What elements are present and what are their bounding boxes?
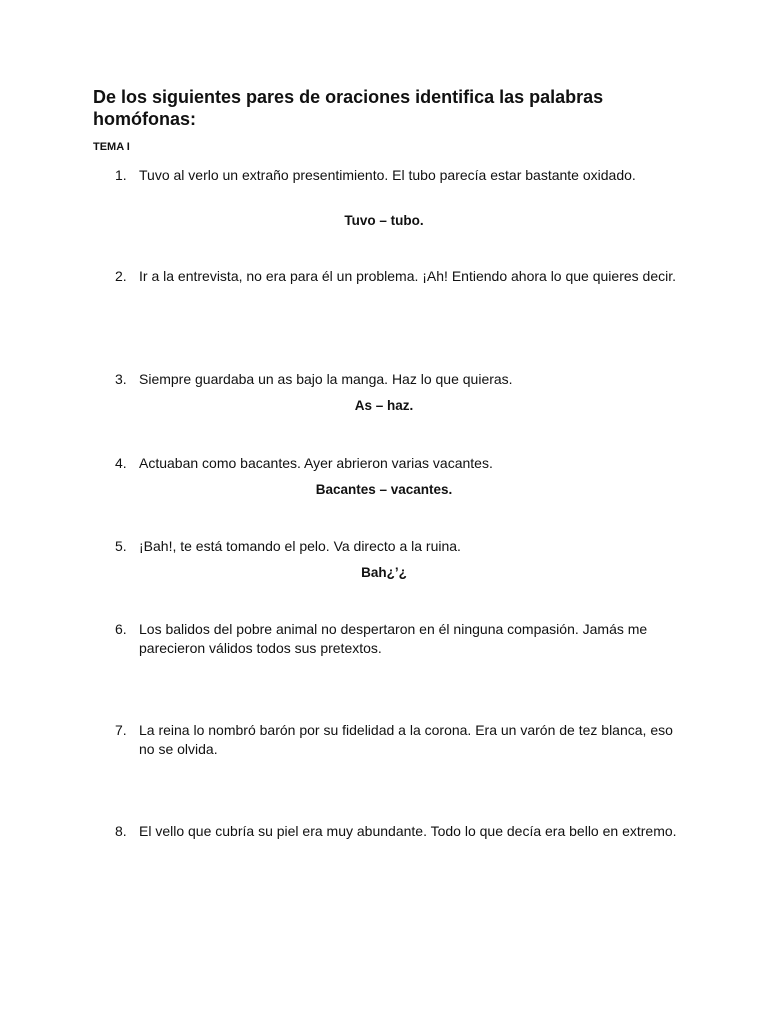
item-number: 7. — [115, 722, 127, 738]
page-title: De los siguientes pares de oraciones identifica las palabras homófonas: — [93, 87, 604, 129]
item-number: 2. — [115, 268, 127, 284]
item-answer: Tuvo – tubo. — [344, 213, 424, 228]
section-heading: TEMA I — [93, 141, 130, 153]
item-sentence: Siempre guardaba un as bajo la manga. Haz lo que quieras. — [139, 371, 513, 387]
item-number: 3. — [115, 371, 127, 387]
item-sentence: Ir a la entrevista, no era para él un problema. ¡Ah! Entiendo ahora lo que quieres decir. — [139, 268, 676, 284]
item-number: 5. — [115, 538, 127, 554]
item-number: 4. — [115, 455, 127, 471]
item-answer: Bah¿’¿ — [361, 565, 407, 580]
item-sentence: ¡Bah!, te está tomando el pelo. Va directo a la ruina. — [139, 538, 461, 554]
item-number: 1. — [115, 167, 127, 183]
item-sentence: El vello que cubría su piel era muy abundante. Todo lo que decía era bello en extremo. — [139, 823, 677, 839]
item-sentence: Tuvo al verlo un extraño presentimiento. El tubo parecía estar bastante oxidado. — [139, 167, 636, 183]
item-answer: As – haz. — [354, 398, 414, 413]
item-sentence: La reina lo nombró barón por su fidelidad a la corona. Era un varón de tez blanca, eso no se olvida. — [139, 722, 673, 757]
item-number: 6. — [115, 621, 127, 637]
item-sentence: Los balidos del pobre animal no despertaron en él ninguna compasión. Jamás me parecieron válidos todos sus pretextos. — [139, 621, 648, 656]
item-number: 8. — [115, 823, 127, 839]
item-answer: Bacantes – vacantes. — [315, 482, 453, 497]
item-sentence: Actuaban como bacantes. Ayer abrieron varias vacantes. — [139, 455, 493, 471]
